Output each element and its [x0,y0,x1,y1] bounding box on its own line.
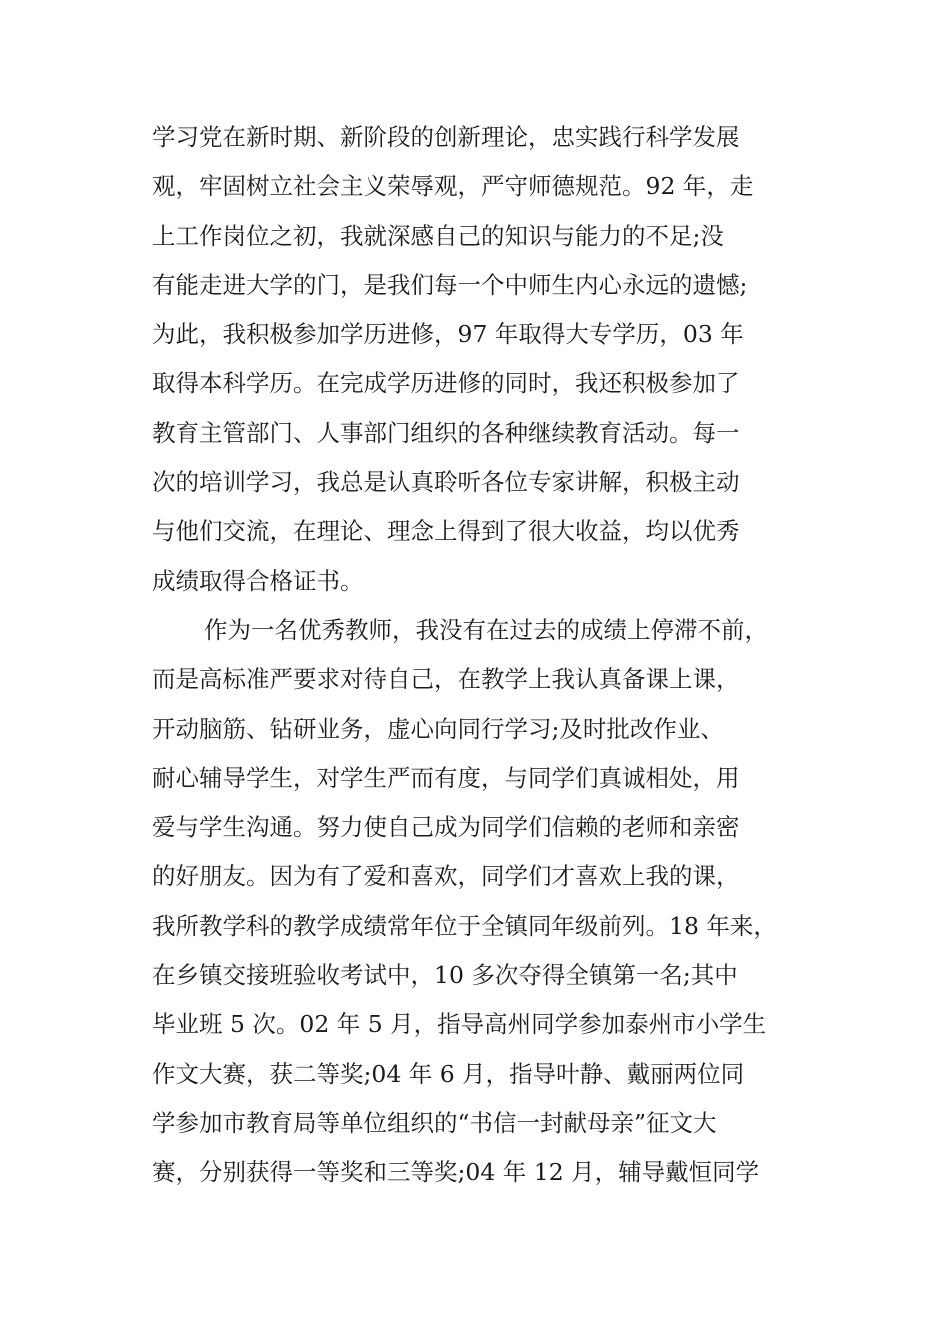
paragraph-start-line: 作为一名优秀教师，我没有在过去的成绩上停滞不前， [204,615,768,644]
text-line: 成绩取得合格证书。 [152,566,364,595]
text-line: 次的培训学习，我总是认真聆听各位专家讲解，积极主动 [152,468,740,497]
body-text [152,113,812,1198]
text-line: 学习党在新时期、新阶段的创新理论，忠实践行科学发展 [152,123,740,151]
text-line: 耐心辅导学生，对学生严而有度，与同学们真诚相处，用 [152,763,740,792]
text-line: 毕业班 5 次。02 年 5 月，指导高州同学参加泰州市小学生 [152,1010,767,1039]
text-line: 在乡镇交接班验收考试中，10 多次夺得全镇第一名;其中 [152,961,738,990]
text-line: 的好朋友。因为有了爱和喜欢，同学们才喜欢上我的课， [152,862,740,891]
text-line: 为此，我积极参加学历进修，97 年取得大专学历，03 年 [152,320,744,349]
text-line: 与他们交流，在理论、理念上得到了很大收益，均以优秀 [152,517,740,546]
text-line: 赛，分别获得一等奖和三等奖;04 年 12 月，辅导戴恒同学 [152,1158,760,1187]
text-line: 有能走进大学的门，是我们每一个中师生内心永远的遗憾; [152,270,748,299]
text-line: 观，牢固树立社会主义荣辱观，严守师德规范。92 年，走 [152,172,754,201]
text-line: 学参加市教育局等单位组织的“书信一封献母亲”征文大 [152,1108,717,1137]
text-line: 取得本科学历。在完成学历进修的同时，我还积极参加了 [152,369,740,398]
text-line: 我所教学科的教学成绩常年位于全镇同年级前列。18 年来， [152,911,777,940]
text-line: 教育主管部门、人事部门组织的各种继续教育活动。每一 [152,418,740,447]
text-line: 作文大赛，获二等奖;04 年 6 月，指导叶静、戴丽两位同 [152,1059,745,1088]
text-line: 而是高标准严要求对待自己，在教学上我认真备课上课， [152,665,740,694]
text-line: 爱与学生沟通。努力使自己成为同学们信赖的老师和亲密 [152,813,740,842]
text-line: 上工作岗位之初，我就深感自己的知识与能力的不足;没 [152,221,724,250]
text-line: 开动脑筋、钻研业务，虚心向同行学习;及时批改作业、 [152,714,724,743]
